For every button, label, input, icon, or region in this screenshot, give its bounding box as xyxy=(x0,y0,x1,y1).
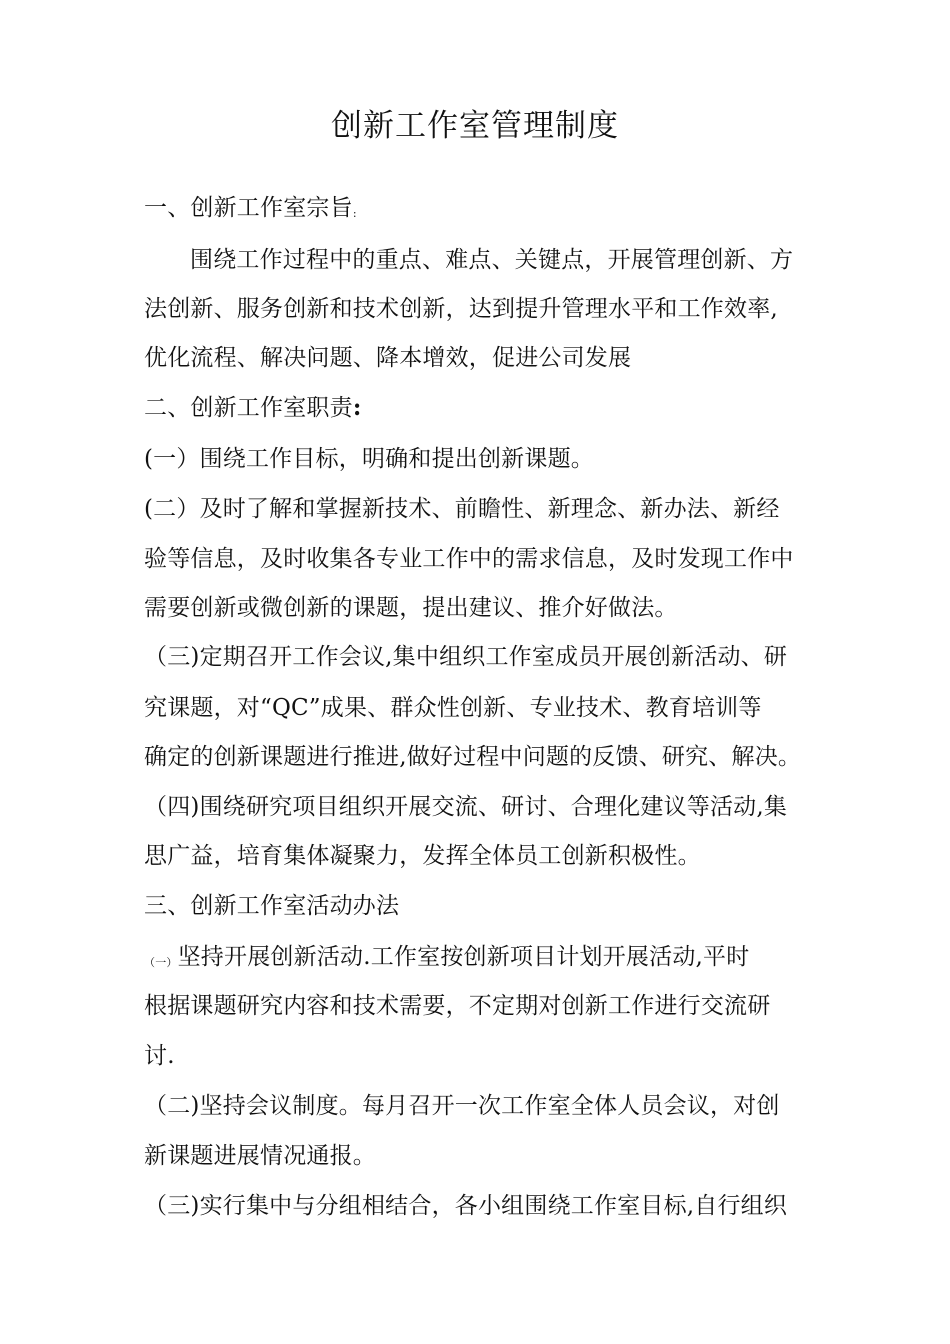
duty-item-4-line: 思广益，培育集体凝聚力，发挥全体员工创新积极性。 xyxy=(144,843,701,869)
duty-item-2-line: 需要创新或微创新的课题，提出建议、推介好做法。 xyxy=(144,595,678,621)
activity-item-2-line: （二)坚持会议制度。每月召开一次工作室全体人员会议，对创 xyxy=(144,1093,780,1119)
duty-item-4-line: （四)围绕研究项目组织开展交流、研讨、合理化建议等活动,集 xyxy=(144,794,788,820)
section-heading-purpose-mark: : xyxy=(352,207,357,220)
duty-item-3-line: 究课题，对“QC”成果、群众性创新、专业技术、教育培训等 xyxy=(144,695,762,721)
duty-item-2-line: 验等信息，及时收集各专业工作中的需求信息，及时发现工作中 xyxy=(144,546,794,572)
section-heading-duties xyxy=(144,392,814,424)
activity-item-1-line xyxy=(144,941,814,979)
duty-item-2-line: (二）及时了解和掌握新技术、前瞻性、新理念、新办法、新经 xyxy=(144,496,780,522)
activity-item-2-line: 新课题进展情况通报。 xyxy=(144,1143,376,1169)
document-title: 创新工作室管理制度 xyxy=(331,108,619,144)
paragraph-line: 法创新、服务创新和技术创新，达到提升管理水平和工作效率, xyxy=(144,296,778,322)
section-heading-duties-text: 二、创新工作室职责 xyxy=(144,395,353,421)
section-heading-activities: 三、创新工作室活动办法 xyxy=(144,893,400,919)
duty-item-1: (一）围绕工作目标，明确和提出创新课题。 xyxy=(144,446,594,472)
duty-item-3-line: 确定的创新课题进行推进,做好过程中问题的反馈、研究、解决。 xyxy=(144,744,802,770)
paragraph-line: 围绕工作过程中的重点、难点、关键点，开展管理创新、方 xyxy=(190,247,794,273)
activity-item-1-line: 讨. xyxy=(144,1043,175,1069)
section-heading-purpose-text: 一、创新工作室宗旨 xyxy=(144,195,353,221)
paragraph-line: 优化流程、解决问题、降本增效，促进公司发展 xyxy=(144,345,632,371)
activity-item-1-text: 坚持开展创新活动.工作室按创新项目计划开展活动,平时 xyxy=(177,944,750,970)
activity-item-1-mark: （一） xyxy=(144,956,178,969)
section-heading-purpose xyxy=(144,192,814,230)
section-heading-duties-colon: : xyxy=(352,394,362,421)
activity-item-1-line: 根据课题研究内容和技术需要，不定期对创新工作进行交流研 xyxy=(144,993,771,1019)
duty-item-3-line: （三)定期召开工作会议,集中组织工作室成员开展创新活动、研 xyxy=(144,644,788,670)
activity-item-3-line: （三)实行集中与分组相结合，各小组围绕工作室目标,自行组织 xyxy=(144,1193,788,1219)
